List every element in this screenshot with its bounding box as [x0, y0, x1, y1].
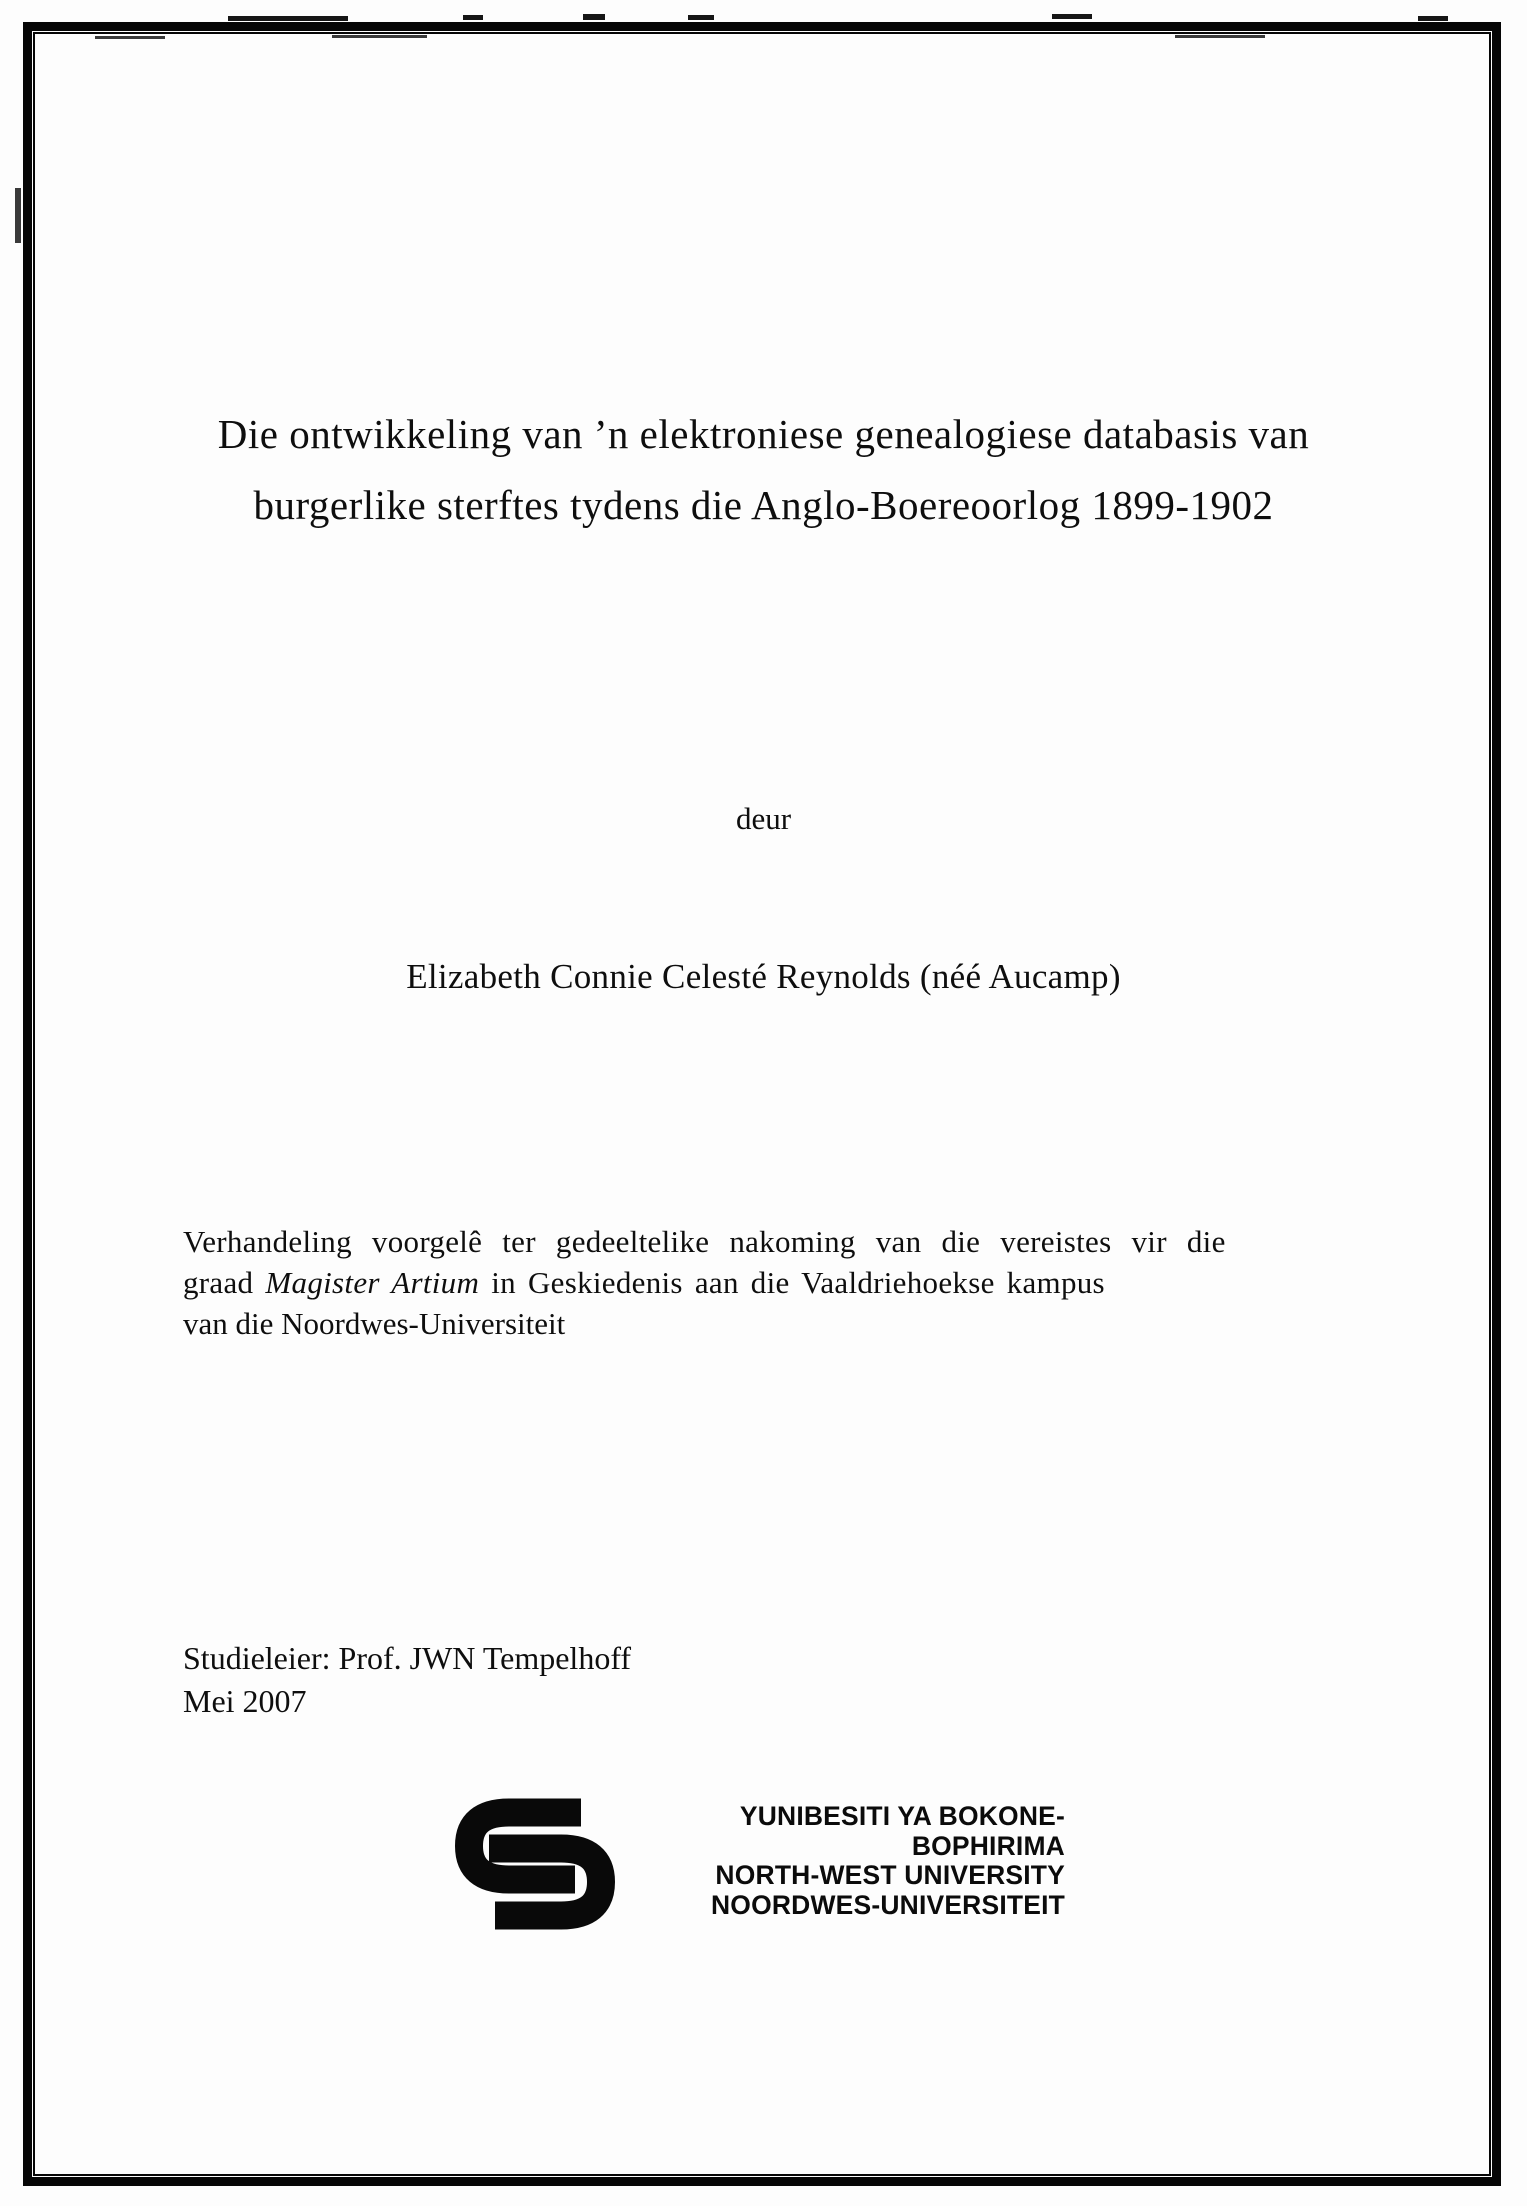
- date-line: Mei 2007: [183, 1683, 307, 1719]
- scan-artifact: [1052, 14, 1092, 19]
- byline-label: deur: [735, 801, 792, 836]
- author-name: Elizabeth Connie Celesté Reynolds (néé Aucamp): [406, 957, 1121, 996]
- thesis-title: [90, 399, 1437, 541]
- declaration-line2-suffix: in Geskiedenis aan die Vaaldriehoekse kampus: [479, 1265, 1105, 1300]
- degree-name-italic: Magister Artium: [265, 1265, 480, 1300]
- nwu-chain-links-logo-icon: [455, 1798, 615, 1930]
- logo-line-english: NORTH-WEST UNIVERSITY: [715, 1860, 1065, 1890]
- supervisor-line: Studieleier: Prof. JWN Tempelhoff: [183, 1640, 632, 1676]
- declaration-line1: Verhandeling voorgelê ter gedeeltelike nakoming van die vereistes vir die: [183, 1224, 1226, 1259]
- scan-artifact: [228, 16, 348, 21]
- thesis-title-line1: Die ontwikkeling van ’n elektroniese genealogiese databasis van: [217, 411, 1310, 457]
- declaration-line2-prefix: graad: [183, 1265, 266, 1300]
- scan-artifact: [1418, 16, 1448, 21]
- university-logo-text: [593, 1802, 1065, 1920]
- scan-artifact: [583, 14, 605, 20]
- degree-declaration: [183, 1221, 1346, 1344]
- scan-artifact: [688, 15, 714, 20]
- scan-artifact: [15, 188, 21, 243]
- declaration-line2: [183, 1262, 1346, 1303]
- logo-line-afrikaans: NOORDWES-UNIVERSITEIT: [711, 1889, 1065, 1920]
- logo-line-setswana: YUNIBESITI YA BOKONE-BOPHIRIMA: [739, 1801, 1065, 1861]
- scan-artifact: [463, 15, 483, 20]
- university-logo: [455, 1796, 1070, 1936]
- declaration-line3: van die Noordwes-Universiteit: [183, 1306, 566, 1341]
- thesis-title-line2: burgerlike sterftes tydens die Anglo-Boereoorlog 1899-1902: [253, 482, 1274, 528]
